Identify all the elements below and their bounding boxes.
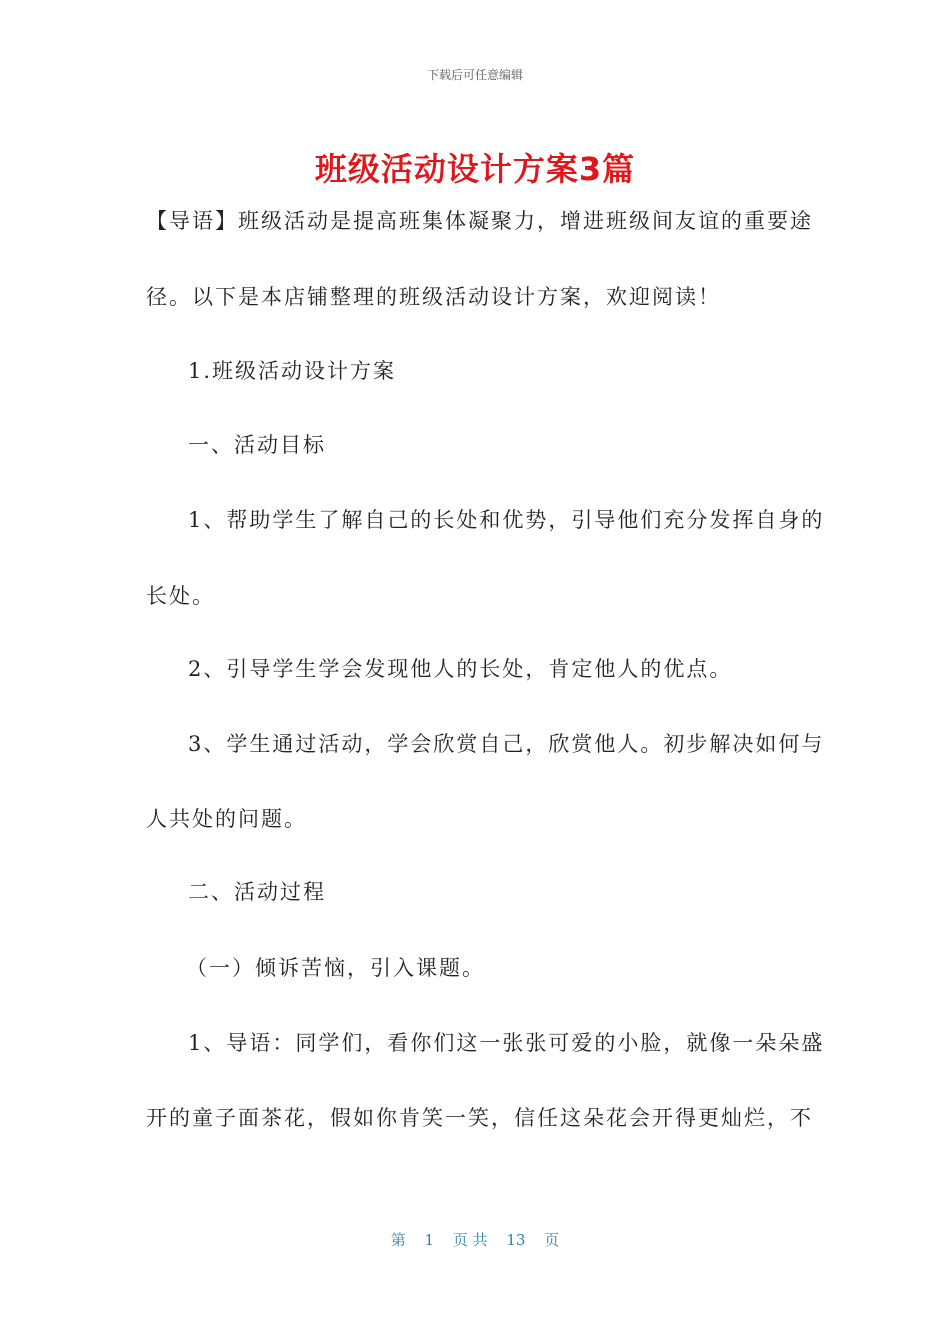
goal-1-line-2: 长处。 (146, 584, 215, 608)
document-title: 班级活动设计方案3篇 (314, 150, 636, 188)
intro-line-2: 径。以下是本店铺整理的班级活动设计方案，欢迎阅读！ (146, 285, 721, 309)
section-heading-1: 1.班级活动设计方案 (188, 359, 397, 383)
footer-total-pages: 13 (506, 1231, 526, 1249)
goal-3-line-2: 人共处的问题。 (146, 807, 307, 831)
footer-middle: 页 共 (452, 1231, 488, 1249)
page-footer (0, 1229, 950, 1250)
header-note: 下载后可任意编辑 (426, 68, 523, 82)
process-intro-line-1: 1、导语：同学们，看你们这一张张可爱的小脸，就像一朵朵盛 (188, 1031, 825, 1055)
subheading-process: 二、活动过程 (188, 880, 326, 904)
process-step-1: （一）倾诉苦恼，引入课题。 (186, 956, 485, 980)
process-intro-line-2: 开的童子面茶花，假如你肯笑一笑，信任这朵花会开得更灿烂，不 (146, 1106, 813, 1130)
subheading-goals: 一、活动目标 (188, 433, 326, 457)
goal-3-line-1: 3、学生通过活动，学会欣赏自己，欣赏他人。初步解决如何与 (188, 732, 825, 756)
footer-page-number: 1 (424, 1231, 435, 1249)
footer-suffix: 页 (544, 1231, 560, 1249)
footer-prefix: 第 (390, 1231, 406, 1249)
goal-2: 2、引导学生学会发现他人的长处，肯定他人的优点。 (188, 657, 733, 681)
intro-line-1: 【导语】班级活动是提高班集体凝聚力，增进班级间友谊的重要途 (146, 209, 813, 233)
goal-1-line-1: 1、帮助学生了解自己的长处和优势，引导他们充分发挥自身的 (188, 508, 825, 532)
